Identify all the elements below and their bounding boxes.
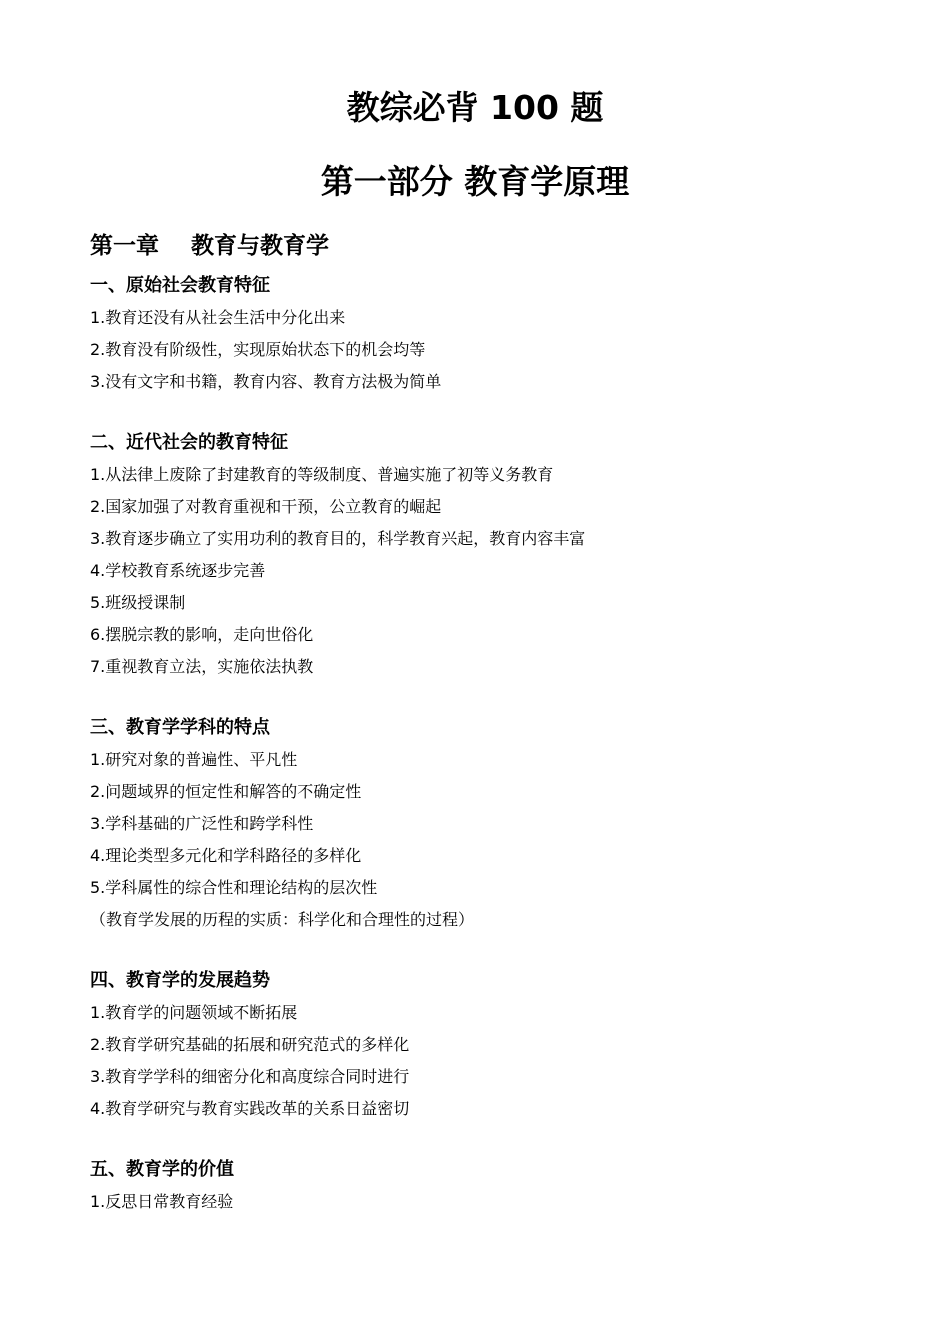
list-item: 7.重视教育立法，实施依法执教 — [90, 657, 314, 676]
section-spacer — [90, 683, 890, 712]
section — [90, 965, 890, 1125]
list-item: 1.研究对象的普遍性、平凡性 — [90, 750, 298, 769]
document-title: 教综必背 100 题 — [346, 88, 604, 127]
list-item: 3.学科基础的广泛性和跨学科性 — [90, 814, 314, 833]
part-title: 第一部分 教育学原理 — [320, 162, 630, 201]
list-item: 1.教育学的问题领域不断拓展 — [90, 1003, 298, 1022]
section-heading: 三、教育学学科的特点 — [90, 717, 270, 738]
list-item: （教育学发展的历程的实质：科学化和合理性的过程） — [90, 910, 475, 929]
section-heading: 五、教育学的价值 — [90, 1159, 234, 1180]
section-spacer — [90, 1125, 890, 1154]
list-item: 1.反思日常教育经验 — [90, 1192, 234, 1211]
list-item: 2.国家加强了对教育重视和干预，公立教育的崛起 — [90, 497, 442, 516]
list-item: 5.班级授课制 — [90, 593, 186, 612]
list-item: 4.理论类型多元化和学科路径的多样化 — [90, 846, 362, 865]
section — [90, 270, 890, 398]
section — [90, 1154, 890, 1218]
list-item: 2.问题域界的恒定性和解答的不确定性 — [90, 782, 362, 801]
list-item: 1.教育还没有从社会生活中分化出来 — [90, 308, 346, 327]
chapter-title: 第一章 教育与教育学 — [90, 233, 330, 259]
list-item: 4.教育学研究与教育实践改革的关系日益密切 — [90, 1099, 410, 1118]
section-spacer — [90, 398, 890, 427]
list-item: 3.教育学学科的细密分化和高度综合同时进行 — [90, 1067, 410, 1086]
list-item: 3.没有文字和书籍，教育内容、教育方法极为简单 — [90, 372, 442, 391]
section-spacer — [90, 936, 890, 965]
list-item: 2.教育没有阶级性，实现原始状态下的机会均等 — [90, 340, 426, 359]
section — [90, 427, 890, 683]
section-list — [90, 270, 890, 1218]
section-heading: 一、原始社会教育特征 — [90, 275, 270, 296]
list-item: 1.从法律上废除了封建教育的等级制度、普遍实施了初等义务教育 — [90, 465, 554, 484]
section — [90, 712, 890, 936]
list-item: 4.学校教育系统逐步完善 — [90, 561, 266, 580]
section-heading: 四、教育学的发展趋势 — [90, 970, 270, 991]
list-item: 5.学科属性的综合性和理论结构的层次性 — [90, 878, 378, 897]
section-heading: 二、近代社会的教育特征 — [90, 432, 288, 453]
list-item: 6.摆脱宗教的影响，走向世俗化 — [90, 625, 314, 644]
list-item: 3.教育逐步确立了实用功利的教育目的，科学教育兴起，教育内容丰富 — [90, 529, 586, 548]
list-item: 2.教育学研究基础的拓展和研究范式的多样化 — [90, 1035, 410, 1054]
